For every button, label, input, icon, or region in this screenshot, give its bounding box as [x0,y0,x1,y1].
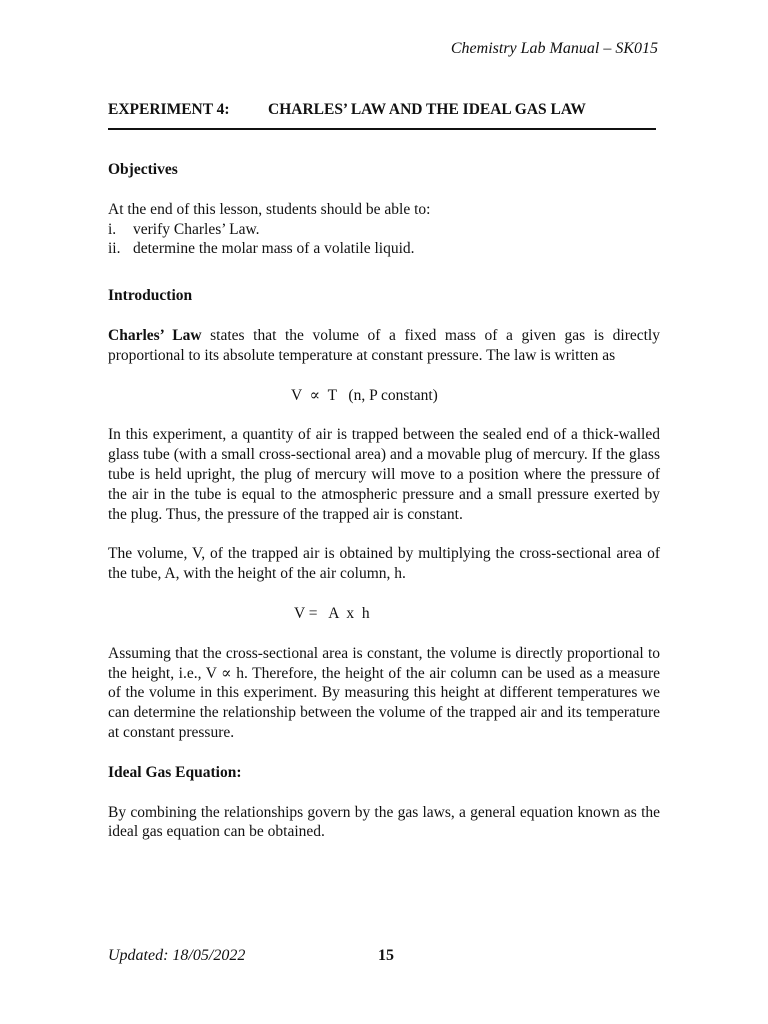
list-item-number: ii. [108,240,121,258]
running-header: Chemistry Lab Manual – SK015 [450,40,658,57]
charles-law-definition: states that the volume of a fixed mass of a given gas is directly proportional to its absolute temperature at constant pressure. The law is written as [108,326,660,364]
charles-law-paragraph [108,326,660,366]
objectives-heading: Objectives [108,161,178,178]
footer-updated-date: Updated: 18/05/2022 [108,947,246,964]
experiment-setup-paragraph: In this experiment, a quantity of air is trapped between the sealed end of a thick-walled glass tube (with a small cross-sectional area) and a movable plug of mercury. If the glass tube is held upright, the plug of mercury will move to a position where the pressure of the air in the tube is equal to the atmospheric pressure and a small pressure exerted by the plug. Thus, the pressure of the trapped air is constant. [108,426,660,523]
list-item-text: determine the molar mass of a volatile liquid. [133,240,415,258]
document-body [108,160,660,862]
list-item-text: verify Charles’ Law. [133,220,260,238]
objectives-intro: At the end of this lesson, students should be able to: [108,200,431,218]
charles-law-term: Charles’ Law [108,326,202,344]
assumption-paragraph: Assuming that the cross-sectional area is constant, the volume is directly proportional to the height, i.e., V ∝ h. Therefore, the height of the air column can be used as a measure of the volume in this experiment. By measuring this height at different temperatures we can determine the relationship between the volume of the trapped air and its temperature at constant pressure. [108,644,660,741]
ideal-gas-paragraph: By combining the relationships govern by the gas laws, a general equation known as the ideal gas equation can be obtained. [108,803,660,841]
page-number: 15 [378,947,394,964]
ideal-gas-heading: Ideal Gas Equation: [108,763,242,781]
introduction-heading: Introduction [108,287,193,305]
experiment-name: CHARLES’ LAW AND THE IDEAL GAS LAW [268,101,586,118]
list-item [108,220,660,240]
list-item [108,239,660,259]
experiment-number: EXPERIMENT 4: [108,101,230,118]
objectives-list [108,220,660,260]
volume-equation: V = A x h [294,604,370,622]
experiment-title [108,101,656,119]
list-item-number: i. [108,220,117,238]
charles-law-equation: V ∝ T (n, P constant) [291,386,438,404]
volume-paragraph: The volume, V, of the trapped air is obtained by multiplying the cross-sectional area of the tube, A, with the height of the air column, h. [108,545,660,583]
title-underline [108,128,656,130]
